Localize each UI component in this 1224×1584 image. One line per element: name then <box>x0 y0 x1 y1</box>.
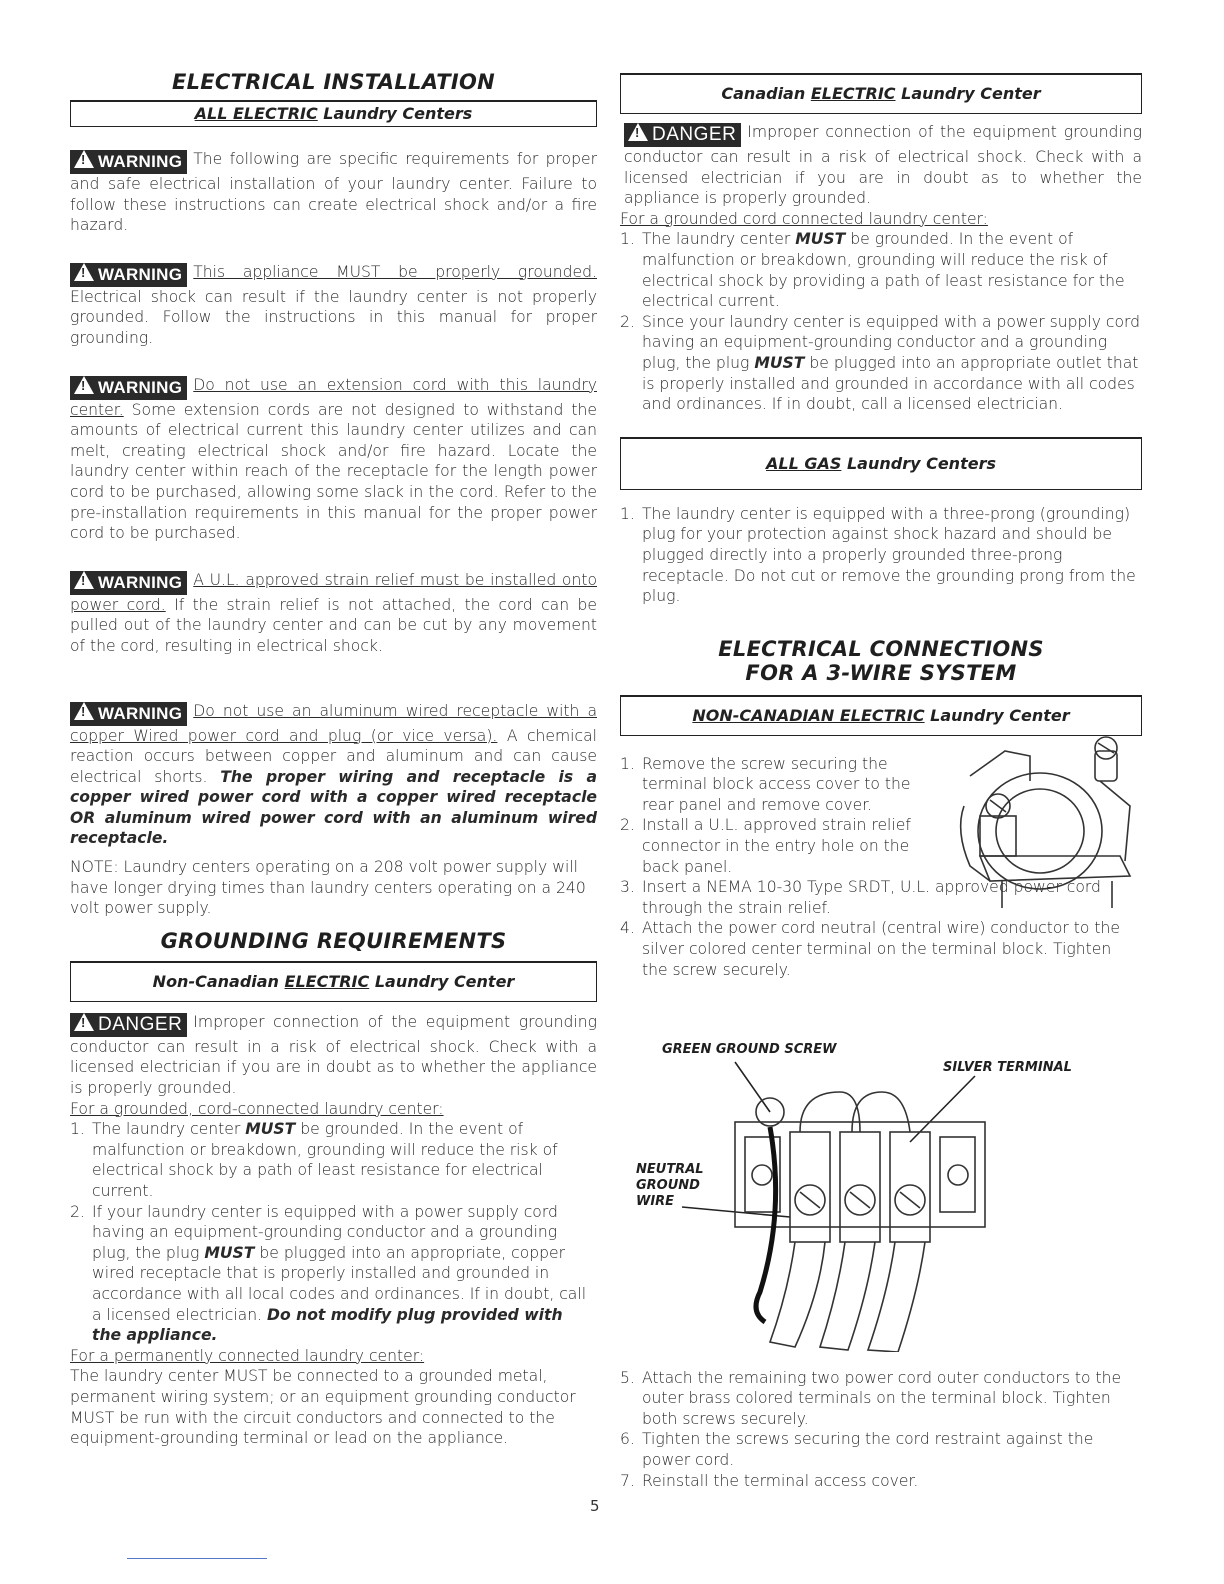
canadian-list <box>620 229 1142 414</box>
cord-conductor-right <box>868 1242 925 1352</box>
grounding-requirements-title: GROUNDING REQUIREMENTS <box>160 928 507 953</box>
list-item: 2. Install a U.L. approved strain relief connector in the entry hole on the back panel. <box>620 816 911 876</box>
warning-4-underlined: A U.L. approved strain relief must be installed onto power cord. <box>70 570 597 614</box>
warning-triangle-icon <box>74 376 94 394</box>
warning-1-text: The following are specific requirements for proper and safe electrical installation of your laundry center. Failure to follow these instructions can create electrical shock and/or a fire hazard. <box>70 150 597 235</box>
page-number: 5 <box>590 1497 600 1515</box>
warning-triangle-icon <box>74 150 94 168</box>
subheading-cord-connected: For a grounded, cord-connected laundry center: <box>70 1099 444 1118</box>
warning-triangle-icon <box>74 263 94 281</box>
warning-1 <box>70 149 597 236</box>
warning-2-text: Electrical shock can result if the laundry center is not properly grounded. Follow the instructions in this manual for proper grounding. <box>70 287 597 347</box>
list-item: 1. The laundry center MUST be grounded. In the event of malfunction or breakdown, grounding will reduce the risk of electrical shock by a path of least resistance for electrical current. <box>70 1120 558 1200</box>
mount-screw-right-icon <box>948 1165 968 1185</box>
list-item: 3. Insert a NEMA 10-30 Type SRDT, U.L. approved power cord through the strain relief. <box>620 878 1101 917</box>
danger-1 <box>70 1012 597 1099</box>
danger-1-text: Improper connection of the equipment grounding conductor can result in a risk of electrical shock. Check with a licensed electrician if you are in doubt as to whether the appliance is properly grounded. <box>70 1012 597 1098</box>
terminal-right <box>890 1132 930 1242</box>
screw-left-body <box>980 816 1016 856</box>
terminal-block-figure <box>620 1032 1142 1382</box>
warning-3-underlined: Do not use an extension cord with this laundry center. <box>70 375 597 419</box>
warning-4 <box>70 570 597 657</box>
list-item: 7. Reinstall the terminal access cover. <box>620 1471 919 1490</box>
warning-triangle-icon <box>74 702 94 720</box>
cord-conductor-center <box>820 1242 875 1350</box>
warning-triangle-icon <box>74 571 94 589</box>
warning-2 <box>70 262 597 349</box>
non-canadian-box: Non-Canadian ELECTRIC Laundry Center <box>70 961 597 1002</box>
electrical-installation-title: ELECTRICAL INSTALLATION <box>171 70 496 94</box>
canadian-box: Canadian ELECTRIC Laundry Center <box>620 73 1142 114</box>
list-item: 1. The laundry center MUST be grounded. In the event of malfunction or breakdown, grounding will reduce the risk of electrical shock by providing a path of least resistance for the electrical current. <box>620 230 1125 311</box>
list-item: 1. The laundry center is equipped with a three-prong (grounding) plug for your protection against shock hazard and should be plugged directly into a properly grounded three-prong receptacle. Do not cut or remove the grounding prong from the plug. <box>620 504 1136 606</box>
clamp-flange <box>970 751 1030 781</box>
box-rest: Laundry Centers <box>317 104 473 123</box>
warning-4-text: If the strain relief is not attached, the cord can be pulled out of the laundry center and can be cut by any movement of the cord, resulting in electrical shock. <box>70 595 597 655</box>
warning-badge: !WARNING <box>70 263 187 287</box>
electrical-connections-title: ELECTRICAL CONNECTIONS FOR A 3-WIRE SYSTEM <box>718 636 1044 685</box>
terminal-left <box>790 1132 830 1242</box>
wire-loop-left <box>800 1092 860 1132</box>
list-item: 5. Attach the remaining two power cord outer conductors to the outer brass colored terminals on the terminal block. Tighten both screws securely. <box>620 1368 1122 1428</box>
warning-5 <box>70 701 597 850</box>
warning-badge: !WARNING <box>70 702 187 726</box>
left-column <box>70 70 597 1449</box>
subheading-permanent: For a permanently connected laundry center: <box>70 1346 425 1365</box>
strain-relief-illustration <box>950 736 1140 916</box>
mount-screw-left-icon <box>752 1165 772 1185</box>
danger-badge: !DANGER <box>70 1013 187 1037</box>
silver-terminal-label: SILVER TERMINAL <box>943 1059 1072 1075</box>
grounding-list <box>70 1119 597 1346</box>
all-gas-box: ALL GAS Laundry Centers <box>620 437 1142 490</box>
list-item: 1. Remove the screw securing the terminal block access cover to the rear panel and remove cover. <box>620 754 911 814</box>
danger-badge: !DANGER <box>624 123 741 147</box>
warning-3 <box>70 375 597 544</box>
gas-list <box>620 504 1142 607</box>
warning-badge: !WARNING <box>70 150 187 174</box>
box-underlined: ALL ELECTRIC <box>194 104 318 123</box>
all-electric-box <box>70 100 597 127</box>
warning-5-underlined: Do not use an aluminum wired receptacle with a copper Wired power cord and plug (or vice versa). <box>70 701 597 745</box>
steps-list-2 <box>620 1368 1142 1492</box>
neutral-ground-wire-label: NEUTRAL GROUND WIRE <box>636 1161 704 1209</box>
warning-2-underlined: This appliance MUST be properly grounded. <box>193 262 597 281</box>
non-canadian-electric-box: NON-CANADIAN ELECTRIC Laundry Center <box>620 695 1142 736</box>
terminal-center <box>840 1132 880 1242</box>
permanent-text: The laundry center MUST be connected to a grounded metal, permanent wiring system; or an equipment grounding conductor MUST be run with the circuit conductors and connected to the equipment-grounding terminal or lead on the appliance. <box>70 1367 576 1448</box>
warning-5-text: A chemical reaction occurs between copper and aluminum and can cause electrical shorts. <box>70 726 597 786</box>
danger-triangle-icon <box>74 1013 94 1031</box>
warning-badge: !WARNING <box>70 376 187 400</box>
clamp-side <box>1100 781 1130 861</box>
terminal-block-end-right <box>940 1137 975 1212</box>
list-item: 6. Tighten the screws securing the cord restraint against the power cord. <box>620 1430 1094 1470</box>
danger-2 <box>620 122 1142 209</box>
cord-conductor-left <box>770 1242 825 1347</box>
terminal-block-illustration <box>620 1032 1020 1352</box>
danger-triangle-icon <box>628 123 648 141</box>
wire-loop-right <box>852 1092 910 1132</box>
ground-wire <box>756 1127 776 1322</box>
subheading-grounded-cord: For a grounded cord connected laundry center: <box>620 209 988 228</box>
list-item: 2. If your laundry center is equipped with a power supply cord having an equipment-grounding conductor and a grounding plug, the plug MUST be plugged into an appropriate, copper wired receptacle that is properly installed and grounded in accordance with all local codes and ordinances. If in doubt, call a licensed electrician. Do not modify plug provided with the appliance. <box>70 1202 587 1345</box>
right-column <box>620 73 1142 1491</box>
warning-5-bold: The proper wiring and receptacle is a copper wired power cord with a copper wired receptacle OR aluminum wired power cord with an aluminum wired receptacle. <box>70 767 597 848</box>
list-item: 2. Since your laundry center is equipped with a power supply cord having an equipment-grounding conductor and a grounding plug, the plug MUST be plugged into an appropriate outlet that is properly installed and grounded in accordance with all codes and ordinances. If in doubt, call a licensed electrician. <box>620 312 1141 414</box>
green-ground-screw-label: GREEN GROUND SCREW <box>662 1041 837 1057</box>
steps-area <box>620 754 1142 1024</box>
steps-list <box>620 754 920 878</box>
danger-2-text: Improper connection of the equipment grounding conductor can result in a risk of electrical shock. Check with a licensed electrician if you are in doubt as to whether the appliance is properly grounded. <box>624 123 1142 208</box>
warning-badge: !WARNING <box>70 571 187 595</box>
list-item: 4. Attach the power cord neutral (central wire) conductor to the silver colored center terminal on the terminal block. Tighten the screw securely. <box>620 919 1120 979</box>
note: NOTE: Laundry centers operating on a 208 volt power supply will have longer drying times than laundry centers operating on a 240 volt power supply. <box>70 858 586 918</box>
footer-divider <box>127 1558 267 1559</box>
warning-3-text: Some extension cords are not designed to withstand the amounts of electrical current this laundry center utilizes and can melt, creating electrical shock and/or fire hazard. Locate the laundry center within reach of the receptacle for the length power cord to be purchased, allowing some slack in the cord. Refer to the pre-installation requirements in this manual for the proper power cord to be purchased. <box>70 400 597 543</box>
